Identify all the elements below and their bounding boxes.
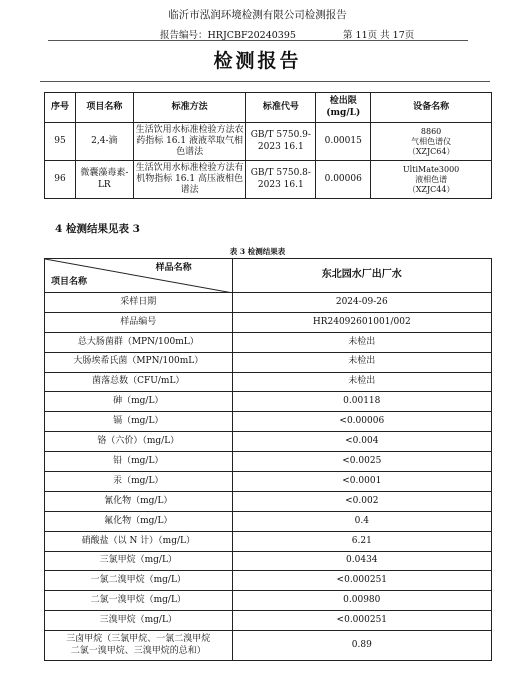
header-item-name: 项目名称 [51,276,88,287]
row-method: 生活饮用水标准检验方法农药指标 16.1 液液萃取气相色谱法 [133,123,246,161]
col-code: 标准代号 [246,93,316,123]
result-item: 大肠埃希氏菌（MPN/100mL） [45,352,233,372]
result-value: <0.000251 [232,571,491,591]
result-value: HR24092601001/002 [232,312,491,332]
result-value: <0.00006 [232,412,491,432]
result-value: 0.4 [232,511,491,531]
col-limit: 检出限 (mg/L) [316,93,371,123]
result-item: 氰化物（mg/L） [45,491,233,511]
result-value: 2024-09-26 [232,293,491,313]
result-item: 铬（六价）（mg/L） [45,432,233,452]
row-code: GB/T 5750.8-2023 16.1 [246,161,316,199]
result-item: 镉（mg/L） [45,412,233,432]
result-item: 菌落总数（CFU/mL） [45,372,233,392]
table-row [45,531,492,551]
result-value: 0.00980 [232,591,491,611]
result-value: <0.004 [232,432,491,452]
table-row [45,511,492,531]
table-row [45,123,492,161]
row-no: 95 [45,123,76,161]
table-row [45,591,492,611]
row-no: 96 [45,161,76,199]
row-limit: 0.00006 [316,161,371,199]
row-device: 8860 气相色谱仪 （XZJC64） [371,123,492,161]
result-item: 一氯二溴甲烷（mg/L） [45,571,233,591]
title-divider [40,81,490,82]
result-item: 三卤甲烷（三氯甲烷、一氯二溴甲烷 二氯一溴甲烷、三溴甲烷的总和） [45,631,233,661]
row-limit: 0.00015 [316,123,371,161]
result-value: 6.21 [232,531,491,551]
result-value: 未检出 [232,372,491,392]
col-name: 项目名称 [75,93,133,123]
result-value: <0.002 [232,491,491,511]
table-row [45,332,492,352]
method-table-header [45,93,492,123]
col-method: 标准方法 [133,93,246,123]
table-row [45,551,492,571]
table-row [45,611,492,631]
table-row [45,472,492,492]
table-row [45,352,492,372]
result-value: 0.0434 [232,551,491,571]
method-table [44,92,492,199]
table-row [45,372,492,392]
header-divider [48,40,468,41]
table-row [45,571,492,591]
result-item: 总大肠菌群（MPN/100mL） [45,332,233,352]
result-item: 汞（mg/L） [45,472,233,492]
table-row [45,312,492,332]
result-value: 0.00118 [232,392,491,412]
col-no: 序号 [45,93,76,123]
table-row [45,432,492,452]
col-device: 设备名称 [371,93,492,123]
result-item: 样品编号 [45,312,233,332]
row-device: UltiMate3000 液相色谱 （XZJC44） [371,161,492,199]
result-item: 二氯一溴甲烷（mg/L） [45,591,233,611]
section-title: 4 检测结果见表 3 [55,223,140,235]
table-caption: 表 3 检测结果表 [229,247,286,256]
result-item: 氟化物（mg/L） [45,511,233,531]
table-row [45,491,492,511]
table-row [45,161,492,199]
result-item: 三溴甲烷（mg/L） [45,611,233,631]
report-company-header: 临沂市泓润环境检测有限公司检测报告 [168,9,347,21]
result-value: 未检出 [232,352,491,372]
row-code: GB/T 5750.9-2023 16.1 [246,123,316,161]
table-row [45,293,492,313]
result-item: 三氯甲烷（mg/L） [45,551,233,571]
page-info: 第 11页 共 17页 [343,30,415,41]
diagonal-header-cell [45,259,233,293]
result-item: 砷（mg/L） [45,392,233,412]
result-item: 硝酸盐（以 N 计）（mg/L） [45,531,233,551]
result-item: 铅（mg/L） [45,452,233,472]
table-row [45,392,492,412]
table-row [45,452,492,472]
result-value: <0.0025 [232,452,491,472]
result-value: <0.0001 [232,472,491,492]
result-value: 未检出 [232,332,491,352]
page-title: 检测报告 [213,50,302,72]
row-name: 2,4-滴 [75,123,133,161]
row-name: 微囊藻毒素-LR [75,161,133,199]
report-number: 报告编号：HRJCBF20240395 [160,30,296,41]
header-sample-column: 东北园水厂出厂水 [232,259,491,293]
result-item: 采样日期 [45,293,233,313]
table-row [45,631,492,661]
result-value: 0.89 [232,631,491,661]
header-sample-name: 样品名称 [155,263,192,273]
table-row [45,412,492,432]
results-table-header [45,259,492,293]
results-table [44,258,492,661]
row-method: 生活饮用水标准检验方法有机物指标 16.1 高压液相色谱法 [133,161,246,199]
result-value: <0.000251 [232,611,491,631]
